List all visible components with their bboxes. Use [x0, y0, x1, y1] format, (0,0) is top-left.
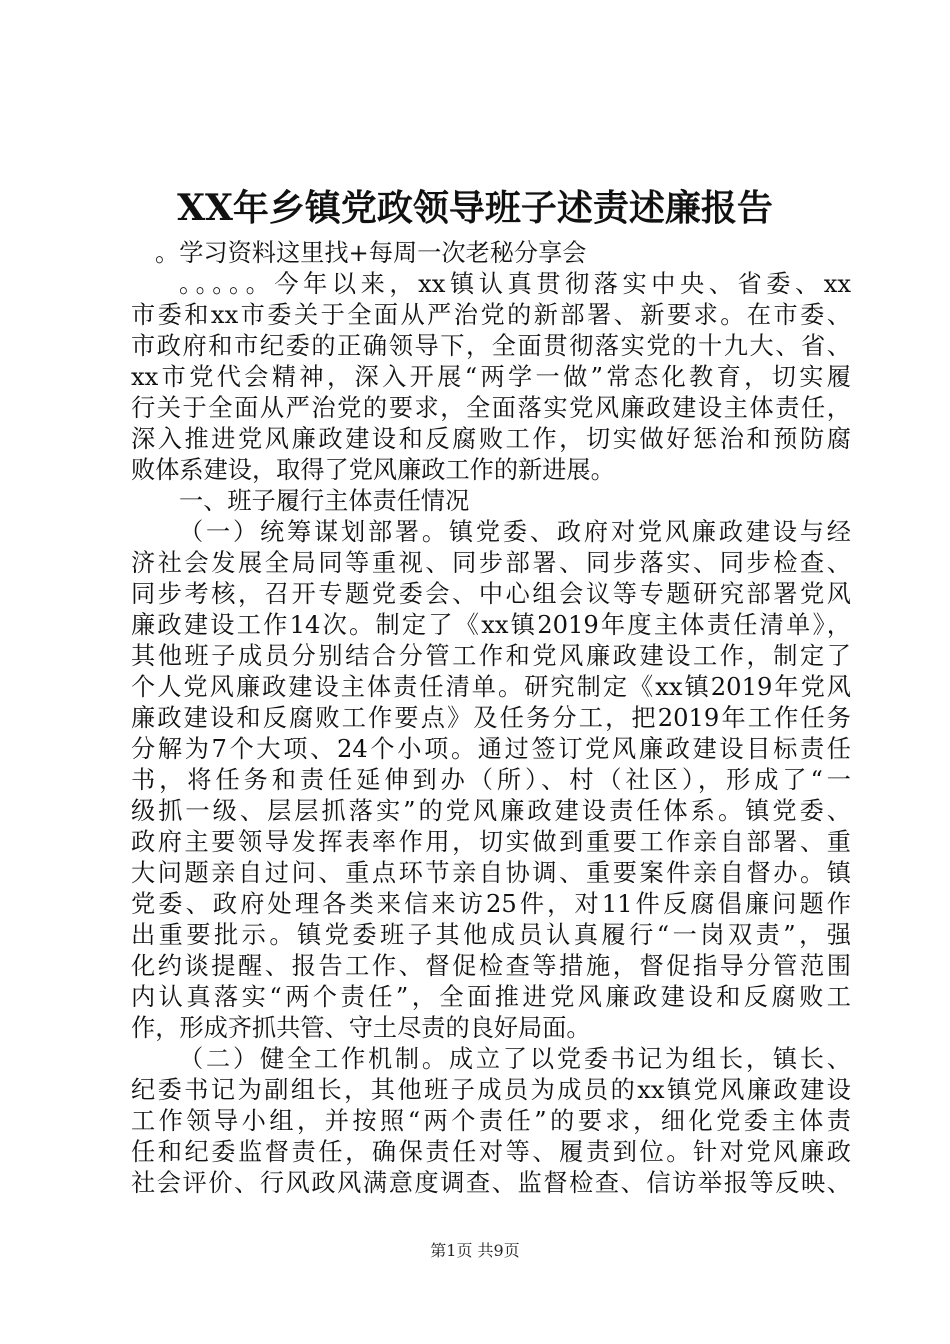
- text-line: 分解为7个大项、24个小项。通过签订党风廉政建设目标责任: [131, 735, 851, 763]
- text-line: 工作领导小组，并按照“两个责任”的要求，细化党委主体责: [131, 1107, 851, 1135]
- text-line: 政府主要领导发挥表率作用，切实做到重要工作亲自部署、重: [131, 828, 851, 856]
- text-line: xx市党代会精神，深入开展“两学一做”常态化教育，切实履: [131, 363, 851, 391]
- text-line: 廉政建设工作14次。制定了《xx镇2019年度主体责任清单》，: [131, 611, 851, 639]
- text-line: 出重要批示。镇党委班子其他成员认真履行“一岗双责”，强: [131, 921, 851, 949]
- text-line: 任和纪委监督责任，确保责任对等、履责到位。针对党风廉政: [131, 1138, 851, 1166]
- text-line: 败体系建设，取得了党风廉政工作的新进展。: [131, 456, 615, 484]
- text-line: 济社会发展全局同等重视、同步部署、同步落实、同步检查、: [131, 549, 851, 577]
- document-body: [131, 238, 851, 1199]
- text-line: 纪委书记为副组长，其他班子成员为成员的xx镇党风廉政建设: [131, 1076, 851, 1104]
- text-line: 级抓一级、层层抓落实”的党风廉政建设责任体系。镇党委、: [131, 797, 851, 825]
- text-line: 书，将任务和责任延伸到办（所）、村（社区），形成了“一: [131, 766, 851, 794]
- text-line: 党委、政府处理各类来信来访25件，对11件反腐倡廉问题作: [131, 890, 851, 918]
- section-heading: 一、班子履行主体责任情况: [179, 487, 470, 515]
- text-line: 。学习资料这里找+每周一次老秘分享会: [155, 239, 587, 267]
- text-line: 行关于全面从严治党的要求，全面落实党风廉政建设主体责任，: [131, 394, 851, 422]
- text-line: 作，形成齐抓共管、守土尽责的良好局面。: [131, 1014, 591, 1042]
- text-line: （一）统筹谋划部署。镇党委、政府对党风廉政建设与经: [179, 518, 851, 546]
- text-line: 廉政建设和反腐败工作要点》及任务分工，把2019年工作任务: [131, 704, 851, 732]
- text-line: 深入推进党风廉政建设和反腐败工作，切实做好惩治和预防腐: [131, 425, 851, 453]
- document-title: XX年乡镇党政领导班子述责述廉报告: [177, 187, 773, 229]
- text-line: 市政府和市纪委的正确领导下，全面贯彻落实党的十九大、省、: [131, 332, 851, 360]
- text-line: 其他班子成员分别结合分管工作和党风廉政建设工作，制定了: [131, 642, 851, 670]
- text-line: 内认真落实“两个责任”，全面推进党风廉政建设和反腐败工: [131, 983, 851, 1011]
- text-line: 市委和xx市委关于全面从严治党的新部署、新要求。在市委、: [131, 301, 851, 329]
- text-line: 社会评价、行风政风满意度调查、监督检查、信访举报等反映、: [131, 1169, 851, 1197]
- text-line: 。。。。。今年以来，xx镇认真贯彻落实中央、省委、xx: [179, 270, 851, 298]
- text-line: 大问题亲自过问、重点环节亲自协调、重要案件亲自督办。镇: [131, 859, 851, 887]
- page-number: 第1页 共9页: [430, 1241, 520, 1260]
- text-line: （二）健全工作机制。成立了以党委书记为组长，镇长、: [179, 1045, 851, 1073]
- page-footer: [0, 1240, 950, 1262]
- text-line: 同步考核，召开专题党委会、中心组会议等专题研究部署党风: [131, 580, 851, 608]
- text-line: 个人党风廉政建设主体责任清单。研究制定《xx镇2019年党风: [131, 673, 851, 701]
- text-line: 化约谈提醒、报告工作、督促检查等措施，督促指导分管范围: [131, 952, 851, 980]
